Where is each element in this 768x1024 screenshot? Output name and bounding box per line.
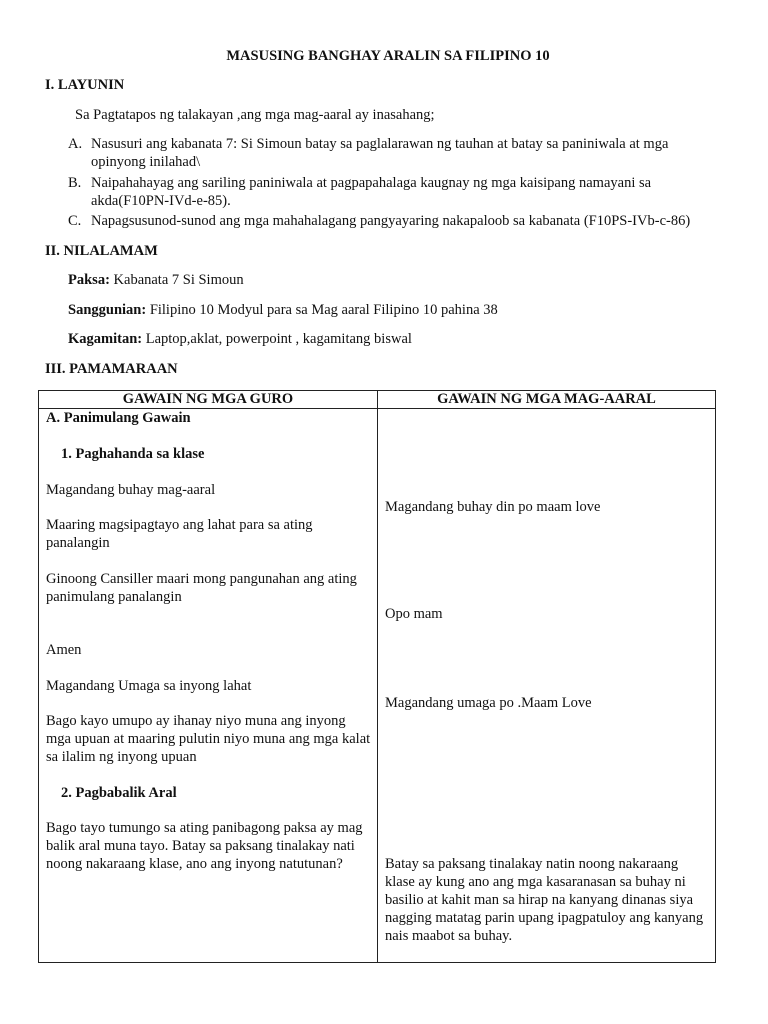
objective-text: Nasusuri ang kabanata 7: Si Simoun batay sa paglalarawan ng tauhan at batay sa paniniwala at mga opinyong inilahad\ bbox=[91, 136, 669, 170]
procedure-table bbox=[38, 390, 716, 963]
objective-letter: C. bbox=[68, 213, 82, 229]
paksa-label: Paksa: bbox=[68, 272, 110, 288]
paksa-line bbox=[68, 271, 244, 289]
mag-aaral-line: Magandang buhay din po maam love bbox=[385, 499, 601, 515]
guro-line: Amen bbox=[46, 642, 82, 658]
column-header-guro: GAWAIN NG MGA GURO bbox=[39, 391, 378, 409]
table-row bbox=[39, 409, 716, 963]
guro-line: Bago tayo tumungo sa ating panibagong paksa ay mag balik aral muna tayo. Batay sa paksang tinalakay nati noong nakaraang klase, ano ang inyong natutunan? bbox=[46, 820, 363, 872]
guro-line: Magandang Umaga sa inyong lahat bbox=[46, 678, 252, 694]
mag-aaral-line: Magandang umaga po .Maam Love bbox=[385, 695, 592, 711]
mag-aaral-line: Batay sa paksang tinalakay natin noong nakaraang klase ay kung ano ang mga kasaranasan sa buhay ni basilio at kahit man sa hirap na kanyang dinanas siya nagging matatag parin upang ipagpatuloy ang kanyang nais maabot sa buhay. bbox=[385, 856, 704, 944]
column-header-mag-aaral: GAWAIN NG MGA MAG-AARAL bbox=[378, 391, 716, 409]
paghahanda-heading: 1. Paghahanda sa klase bbox=[61, 446, 205, 462]
objective-text: Napagsusunod-sunod ang mga mahahalagang pangyayaring nakapaloob sa kabanata (F10PS-IVb-c-86) bbox=[91, 213, 691, 229]
document-title: MASUSING BANGHAY ARALIN SA FILIPINO 10 bbox=[226, 48, 550, 64]
sanggunian-value: Filipino 10 Modyul para sa Mag aaral Filipino 10 pahina 38 bbox=[146, 302, 498, 318]
layunin-intro: Sa Pagtatapos ng talakayan ,ang mga mag-aaral ay inasahang; bbox=[75, 107, 435, 123]
sanggunian-label: Sanggunian: bbox=[68, 302, 147, 318]
mag-aaral-line: Opo mam bbox=[385, 606, 443, 622]
kagamitan-value: Laptop,aklat, powerpoint , kagamitang biswal bbox=[142, 331, 412, 347]
mag-aaral-cell bbox=[378, 409, 716, 963]
guro-line: Ginoong Cansiller maari mong pangunahan ang ating panimulang panalangin bbox=[46, 571, 357, 605]
paksa-value: Kabanata 7 Si Simoun bbox=[109, 272, 244, 288]
objective-letter: B. bbox=[68, 175, 82, 191]
kagamitan-line bbox=[68, 330, 412, 348]
guro-line: Magandang buhay mag-aaral bbox=[46, 482, 216, 498]
guro-line: Bago kayo umupo ay ihanay niyo muna ang inyong mga upuan at maaring pulutin niyo muna ang mga kalat sa ilalim ng inyong upuan bbox=[46, 713, 371, 765]
objective-letter: A. bbox=[68, 136, 83, 152]
section-layunin-heading: I. LAYUNIN bbox=[45, 77, 125, 93]
pagbabalik-aral-heading: 2. Pagbabalik Aral bbox=[61, 785, 177, 801]
kagamitan-label: Kagamitan: bbox=[68, 331, 143, 347]
guro-line: Maaring magsipagtayo ang lahat para sa ating panalangin bbox=[46, 517, 313, 551]
guro-cell bbox=[39, 409, 378, 963]
objective-text: Naipahahayag ang sariling paniniwala at pagpapahalaga kaugnay ng mga kaisipang namayani sa akda(F10PN-IVd-e-85). bbox=[91, 175, 652, 209]
section-nilalamam-heading: II. NILALAMAM bbox=[45, 243, 158, 259]
section-pamamaraan-heading: III. PAMAMARAAN bbox=[45, 361, 178, 377]
sanggunian-line bbox=[68, 301, 498, 319]
panimulang-gawain-heading: A. Panimulang Gawain bbox=[46, 410, 191, 426]
table-header-row bbox=[39, 391, 716, 409]
